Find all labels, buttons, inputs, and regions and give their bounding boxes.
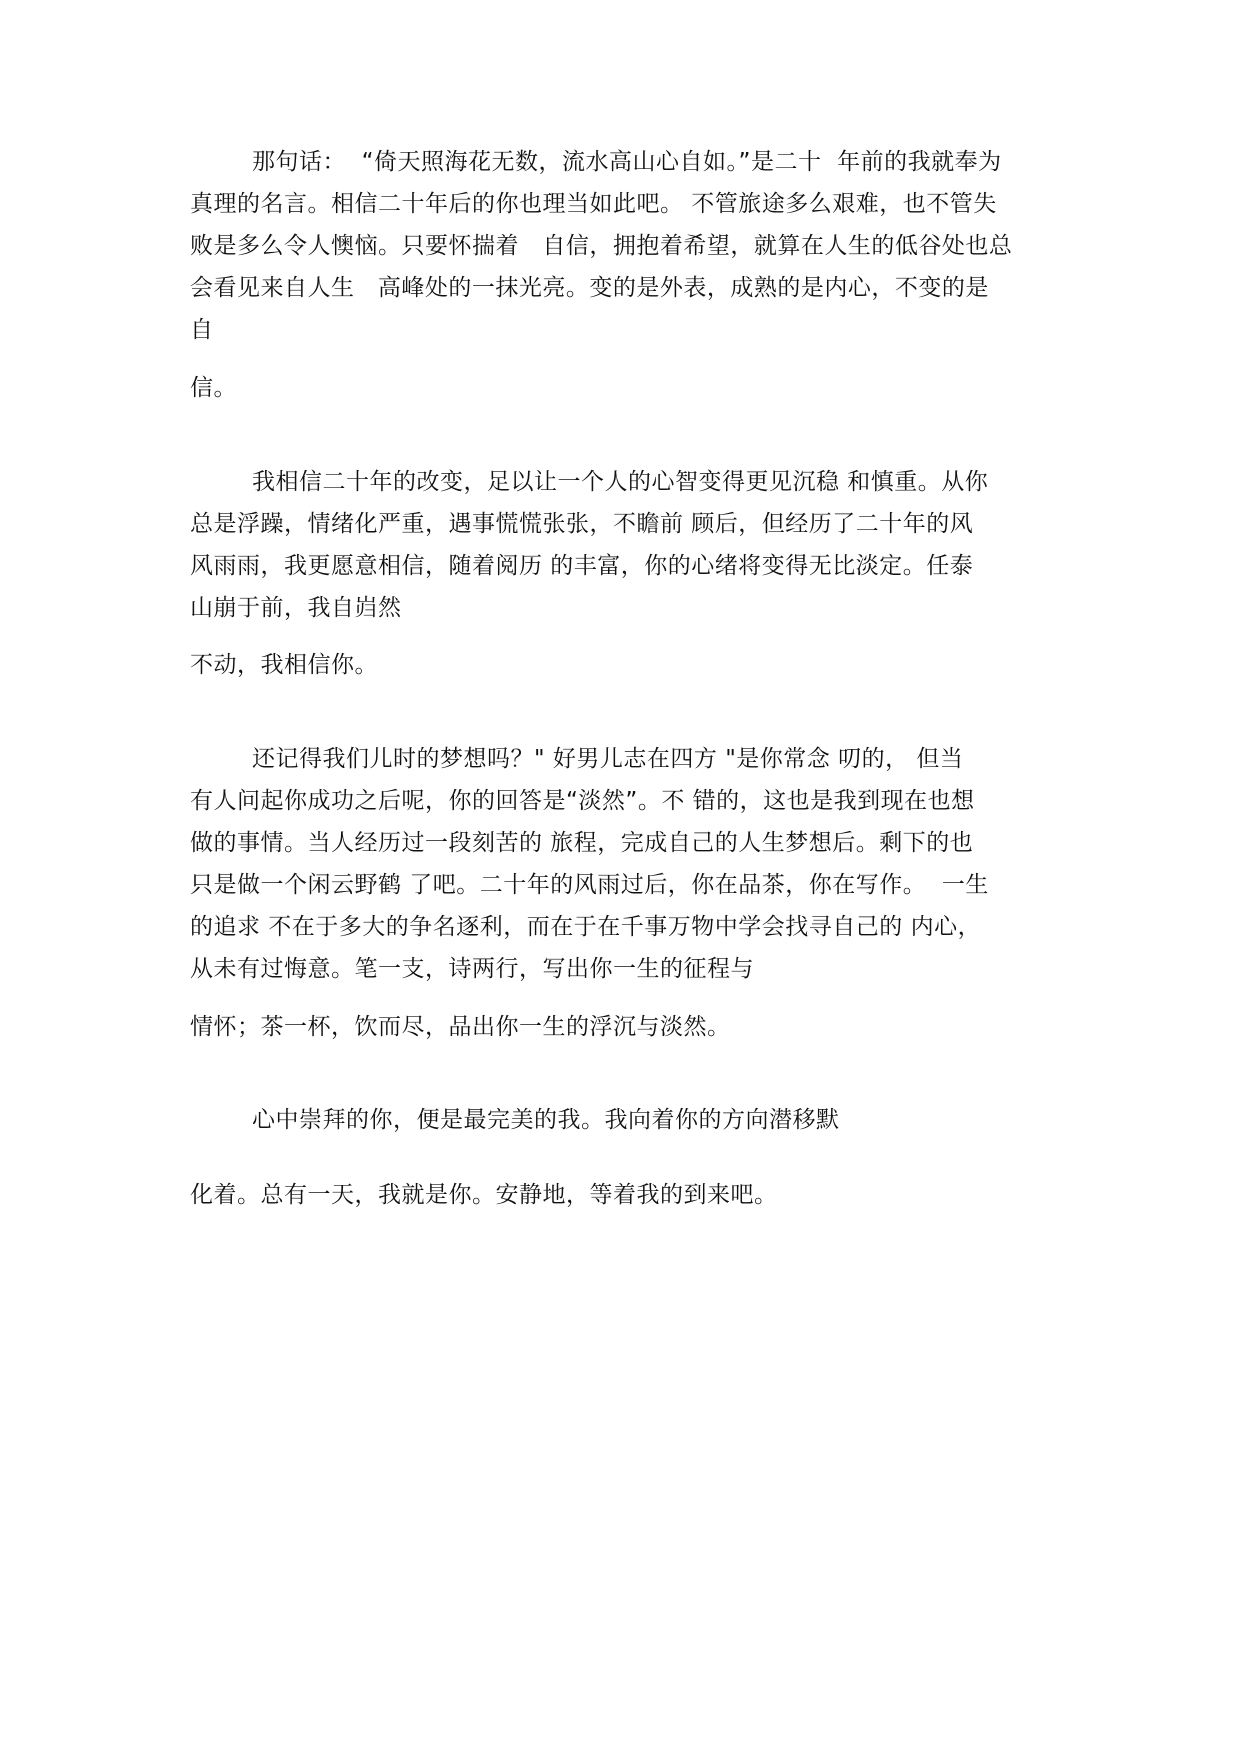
text-line: 风雨雨，我更愿意相信，随着阅历 的丰富，你的心绪将变得无比淡定。任泰 (190, 553, 974, 579)
text-line: 只是做一个闲云野鹤 了吧。二十年的风雨过后，你在品茶，你在写作。 一生 (190, 872, 989, 898)
text-line: 不动，我相信你。 (190, 652, 378, 678)
text-line: 山崩于前，我自岿然 (190, 595, 402, 621)
text-line: 心中崇拜的你，便是最完美的我。我向着你的方向潜移默 (252, 1107, 840, 1133)
text-line: 做的事情。当人经历过一段刻苦的 旅程，完成自己的人生梦想后。剩下的也 (190, 830, 974, 856)
text-line: 总是浮躁，情绪化严重，遇事慌慌张张，不瞻前 顾后，但经历了二十年的风 (190, 511, 974, 537)
text-line: 真理的名言。相信二十年后的你也理当如此吧。 不管旅途多么艰难，也不管失 (190, 191, 997, 217)
text-line: 还记得我们儿时的梦想吗？" 好男儿志在四方 "是你常念 叨的， 但当 (252, 746, 964, 772)
text-line: 有人问起你成功之后呢，你的回答是“淡然”。不 错的，这也是我到现在也想 (190, 788, 975, 814)
text-line: 会看见来自人生 高峰处的一抹光亮。变的是外表，成熟的是内心，不变的是 (190, 275, 989, 301)
text-line: 那句话： “倚天照海花无数，流水高山心自如。”是二十 年前的我就奉为 (252, 149, 1002, 175)
text-line: 信。 (190, 375, 237, 401)
text-line: 情怀；茶一杯，饮而尽，品出你一生的浮沉与淡然。 (190, 1014, 731, 1040)
text-line: 的追求 不在于多大的争名逐利，而在于在千事万物中学会找寻自己的 内心， (190, 914, 982, 940)
text-line: 自 (190, 317, 214, 343)
text-line: 从未有过悔意。笔一支，诗两行，写出你一生的征程与 (190, 956, 754, 982)
text-line: 化着。总有一天，我就是你。安静地，等着我的到来吧。 (190, 1182, 778, 1208)
text-line: 我相信二十年的改变，足以让一个人的心智变得更见沉稳 和慎重。从你 (252, 469, 989, 495)
text-line: 败是多么令人懊恼。只要怀揣着 自信，拥抱着希望，就算在人生的低谷处也总 (190, 233, 1013, 259)
